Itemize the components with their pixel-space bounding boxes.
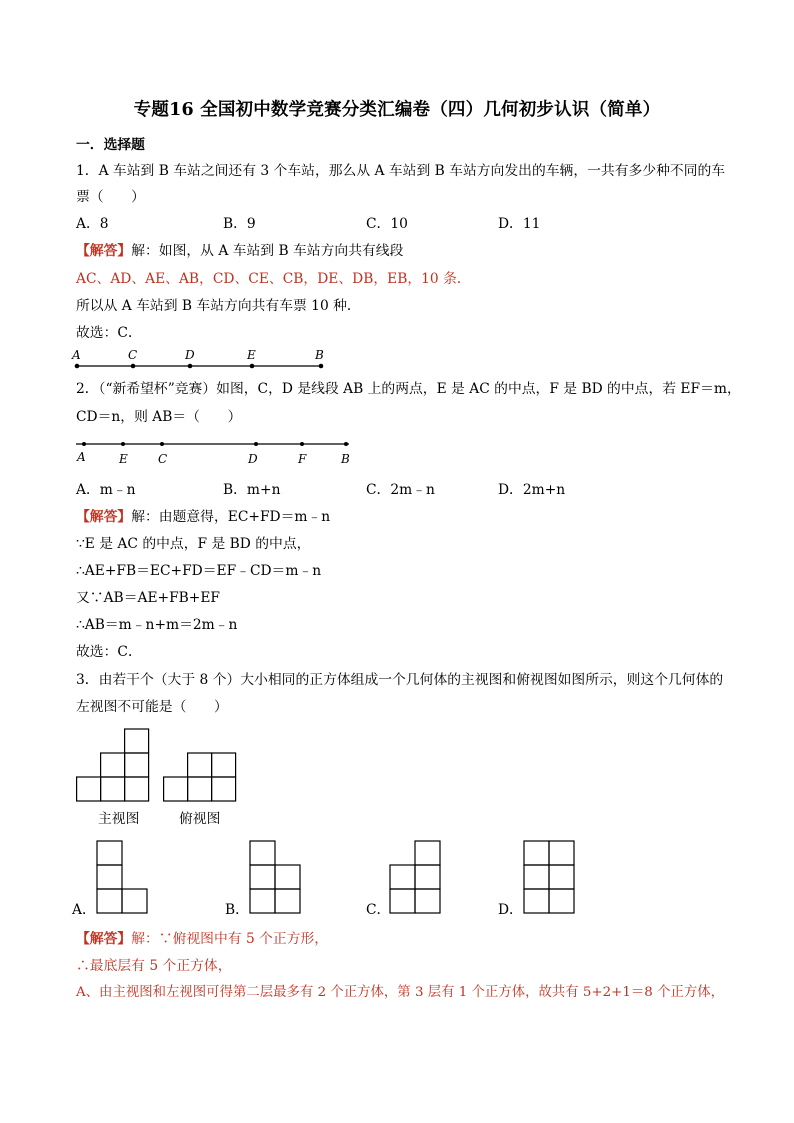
q3-option-a-label: A． [72, 902, 96, 918]
q2-text-line-1: 2．（“新希望杯”竞赛）如图，C，D 是线段 AB 上的两点，E 是 AC 的中点，F 是 BD 的中点，若 EF＝m， [76, 381, 741, 397]
q2-point-f [300, 442, 304, 446]
q2-point-b [344, 442, 348, 446]
q3-answer-line-1: ∴最底层有 5 个正方体， [76, 958, 232, 974]
q2-point-d [254, 442, 258, 446]
q3-option-b-label: B． [225, 902, 249, 918]
q1-label-e: E [247, 348, 256, 362]
q1-answer-tag: 【解答】 [76, 243, 132, 259]
q1-segment-figure [70, 344, 340, 372]
q3-answer-line-2: A、由主视图和左视图可得第二层最多有 2 个正方体，第 3 层有 1 个正方体，故共有 5+2+1＝8 个正方体， [76, 985, 725, 1000]
q3-option-c-label: C． [366, 902, 391, 918]
q3-option-c-figure [389, 840, 445, 916]
q2-point-c [160, 442, 164, 446]
q1-point-a [75, 364, 80, 369]
q1-answer-line-1: AC、AD、AE、AB，CD、CE、CB，DE、DB，EB，10 条． [76, 271, 471, 287]
q2-answer-line-3: 又∵AB＝AE+FB+EF [76, 590, 221, 606]
q2-answer-head [76, 508, 330, 526]
q1-label-b: B [315, 348, 324, 362]
q1-answer-line-3: 故选：C． [76, 325, 142, 341]
q1-point-d [188, 364, 193, 369]
q1-answer-line-2: 所以从 A 车站到 B 车站方向共有车票 10 种． [76, 298, 361, 314]
q2-label-c: C [158, 452, 168, 466]
q3-top-view-figure [163, 752, 243, 804]
q3-text-line-2: 左视图不可能是（ ） [76, 699, 228, 715]
q2-label-b: B [341, 452, 350, 466]
q1-label-c: C [128, 348, 138, 362]
q1-point-e [250, 364, 255, 369]
q2-answer-tag: 【解答】 [76, 509, 132, 525]
page-title: 专题16 全国初中数学竞赛分类汇编卷（四）几何初步认识（简单） [133, 100, 661, 120]
q3-option-b-figure [249, 840, 305, 916]
q3-option-d-figure [523, 840, 579, 916]
q2-label-f: F [298, 452, 307, 466]
q3-option-a-figure [96, 840, 152, 916]
q2-answer-line-1: ∵E 是 AC 的中点，F 是 BD 的中点， [76, 536, 311, 552]
q2-label-a: A [77, 450, 86, 464]
q2-answer-line-2: ∴AE+FB＝EC+FD＝EF﹣CD＝m﹣n [76, 563, 322, 579]
q2-point-a [82, 442, 86, 446]
q1-option-d: D．11 [498, 216, 541, 232]
q1-label-a: A [72, 348, 81, 362]
q3-text-line-1: 3．由若干个（大于 8 个）大小相同的正方体组成一个几何体的主视图和俯视图如图所示，则这个几何体的 [76, 672, 724, 688]
q2-answer-head-text: 解：由题意得，EC+FD＝m﹣n [131, 509, 331, 525]
q1-point-c [131, 364, 136, 369]
q2-option-c: C．2m﹣n [366, 482, 435, 498]
q2-point-e [121, 442, 125, 446]
q3-answer-tag: 【解答】 [76, 931, 132, 947]
q1-text-line-2: 票（ ） [76, 189, 145, 205]
q2-label-d: D [248, 452, 258, 466]
q3-top-view-label: 俯视图 [179, 811, 221, 827]
q1-option-a: A．8 [76, 216, 109, 232]
q2-answer-line-4: ∴AB＝m﹣n+m＝2m﹣n [76, 617, 238, 633]
q1-answer-head-text: 解：如图，从 A 车站到 B 车站方向共有线段 [131, 243, 404, 259]
q2-segment-figure [74, 434, 364, 470]
q2-label-e: E [119, 452, 128, 466]
q1-option-c: C．10 [366, 216, 408, 232]
q2-answer-line-5: 故选：C． [76, 644, 142, 660]
q1-text-line-1: 1．A 车站到 B 车站之间还有 3 个车站，那么从 A 车站到 B 车站方向发出的车辆，一共有多少种不同的车 [76, 163, 726, 179]
q2-option-a: A．m﹣n [76, 482, 136, 498]
q3-front-view-label: 主视图 [98, 811, 140, 827]
q3-answer-head-text: 解：∵俯视图中有 5 个正方形， [131, 931, 329, 947]
q1-point-b [319, 364, 324, 369]
q3-front-view-figure [76, 728, 156, 804]
q2-text-line-2: CD＝n，则 AB＝（ ） [76, 409, 242, 425]
q3-option-d-label: D． [498, 902, 523, 918]
section-heading: 一．选择题 [76, 137, 145, 153]
q1-answer-head [76, 242, 403, 260]
q2-option-d: D．2m+n [498, 482, 566, 498]
q1-label-d: D [185, 348, 195, 362]
q1-option-b: B．9 [223, 216, 256, 232]
q3-answer-head [76, 930, 328, 948]
q2-option-b: B．m+n [223, 482, 281, 498]
